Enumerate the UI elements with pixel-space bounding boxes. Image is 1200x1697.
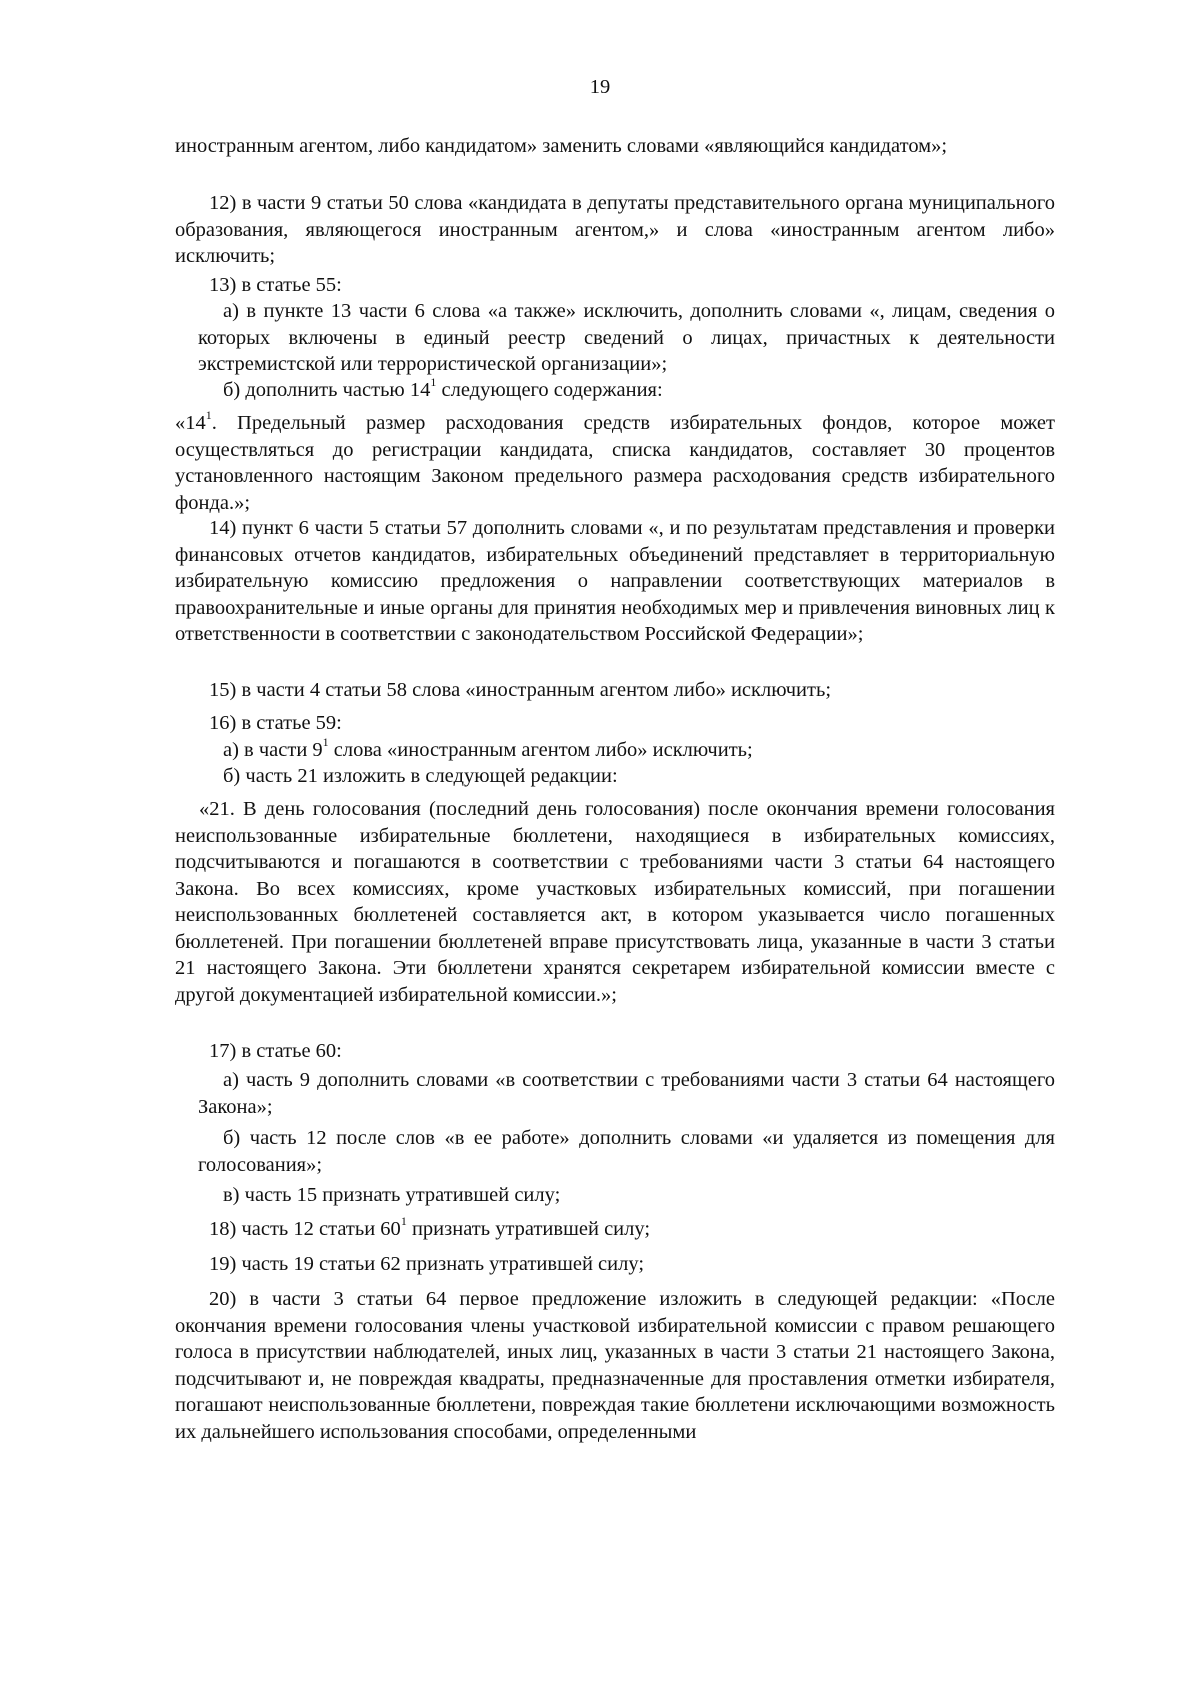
paragraph-text: 14) пункт 6 части 5 статьи 57 дополнить словами «, и по результатам представления и проверки финансовых отчетов кандидатов, избирательных объединений представляет в территориальную избирательную комиссию предложения о направлении соответствующих материалов в правоохранительные и иные органы для принятия необходимых мер и привлечения виновных лиц к ответственности в соответствии с законодательством Российской Федерации»;: [175, 517, 1055, 645]
paragraph-text: б) часть 21 изложить в следующей редакции:: [223, 765, 618, 787]
paragraph: [175, 710, 1055, 737]
paragraph: [175, 1038, 1055, 1065]
paragraph-text: слова «иностранным агентом либо» исключить;: [328, 739, 753, 761]
paragraph-text: а) часть 9 дополнить словами «в соответствии с требованиями части 3 статьи 64 настоящего Закона»;: [198, 1069, 1055, 1118]
paragraph-text: в) часть 15 признать утратившей силу;: [223, 1184, 561, 1206]
paragraph: [175, 190, 1055, 270]
paragraph: [175, 133, 1055, 160]
paragraph-text: 15) в части 4 статьи 58 слова «иностранным агентом либо» исключить;: [209, 679, 832, 701]
paragraph-text: б) дополнить частью 14: [223, 379, 431, 401]
superscript: 1: [205, 408, 212, 423]
paragraph-text: 13) в статье 55:: [209, 274, 342, 296]
paragraph: [198, 377, 1055, 404]
paragraph-text: а) в пункте 13 части 6 слова «а также» исключить, дополнить словами «, лицам, сведения о которых включены в единый реестр сведений о лицах, причастных к деятельности экстремистской или террористической организации»;: [198, 300, 1055, 375]
paragraph-text: 16) в статье 59:: [209, 712, 342, 734]
paragraph-text: 18) часть 12 статьи 60: [209, 1218, 401, 1240]
paragraph: [198, 737, 1055, 764]
paragraph: [198, 1182, 1055, 1209]
paragraph-text: иностранным агентом, либо кандидатом» заменить словами «являющийся кандидатом»;: [175, 135, 948, 157]
paragraph: [175, 272, 1055, 299]
paragraph: [175, 1251, 1055, 1278]
superscript: 1: [322, 735, 329, 750]
paragraph: [175, 1286, 1055, 1445]
paragraph-text: . Предельный размер расходования средств избирательных фондов, которое может осуществляться до регистрации кандидата, списка кандидатов, составляет 30 процентов установленного настоящим Законом предельного размера расходования средств избирательного фонда.»;: [175, 412, 1055, 514]
paragraph-text: 19) часть 19 статьи 62 признать утратившей силу;: [209, 1253, 645, 1275]
paragraph: [198, 1067, 1055, 1120]
paragraph-text: 17) в статье 60:: [209, 1040, 342, 1062]
superscript: 1: [400, 1214, 407, 1229]
paragraph-text: признать утратившей силу;: [406, 1218, 651, 1240]
paragraph-text: б) часть 12 после слов «в ее работе» дополнить словами «и удаляется из помещения для голосования»;: [198, 1127, 1055, 1176]
paragraph: [175, 515, 1055, 648]
page-number: 19: [589, 76, 611, 98]
paragraph-text: 20) в части 3 статьи 64 первое предложение изложить в следующей редакции: «После окончания времени голосования члены участковой избирательной комиссии с правом решающего голоса в присутствии наблюдателей, иных лиц, указанных в части 3 статьи 21 настоящего Закона, подсчитывают и, не повреждая квадраты, предназначенные для проставления отметки избирателя, погашают неиспользованные бюллетени, повреждая такие бюллетени исключающими возможность их дальнейшего использования способами, определенными: [175, 1288, 1055, 1443]
paragraph-text: «14: [175, 412, 206, 434]
paragraph-text: следующего содержания:: [436, 379, 663, 401]
paragraph: [175, 796, 1055, 1008]
paragraph: [175, 1216, 1055, 1243]
paragraph: [198, 1125, 1055, 1178]
paragraph: [175, 410, 1055, 516]
paragraph: [175, 677, 1055, 704]
paragraph-text: «21. В день голосования (последний день голосования) после окончания времени голосования неиспользованные избирательные бюллетени, находящиеся в избирательных комиссиях, подсчитываются и погашаются в соответствии с требованиями части 3 статьи 64 настоящего Закона. Во всех комиссиях, кроме участковых избирательных комиссий, при погашении неиспользованных бюллетеней составляется акт, в котором указывается число погашенных бюллетеней. При погашении бюллетеней вправе присутствовать лица, указанные в части 3 статьи 21 настоящего Закона. Эти бюллетени хранятся секретарем избирательной комиссии вместе с другой документацией избирательной комиссии.»;: [175, 798, 1055, 1006]
superscript: 1: [430, 375, 437, 390]
paragraph-text: 12) в части 9 статьи 50 слова «кандидата в депутаты представительного органа муниципального образования, являющегося иностранным агентом,» и слова «иностранным агентом либо» исключить;: [175, 192, 1055, 267]
paragraph-text: а) в части 9: [223, 739, 323, 761]
paragraph: [198, 298, 1055, 378]
paragraph: [198, 763, 1055, 790]
